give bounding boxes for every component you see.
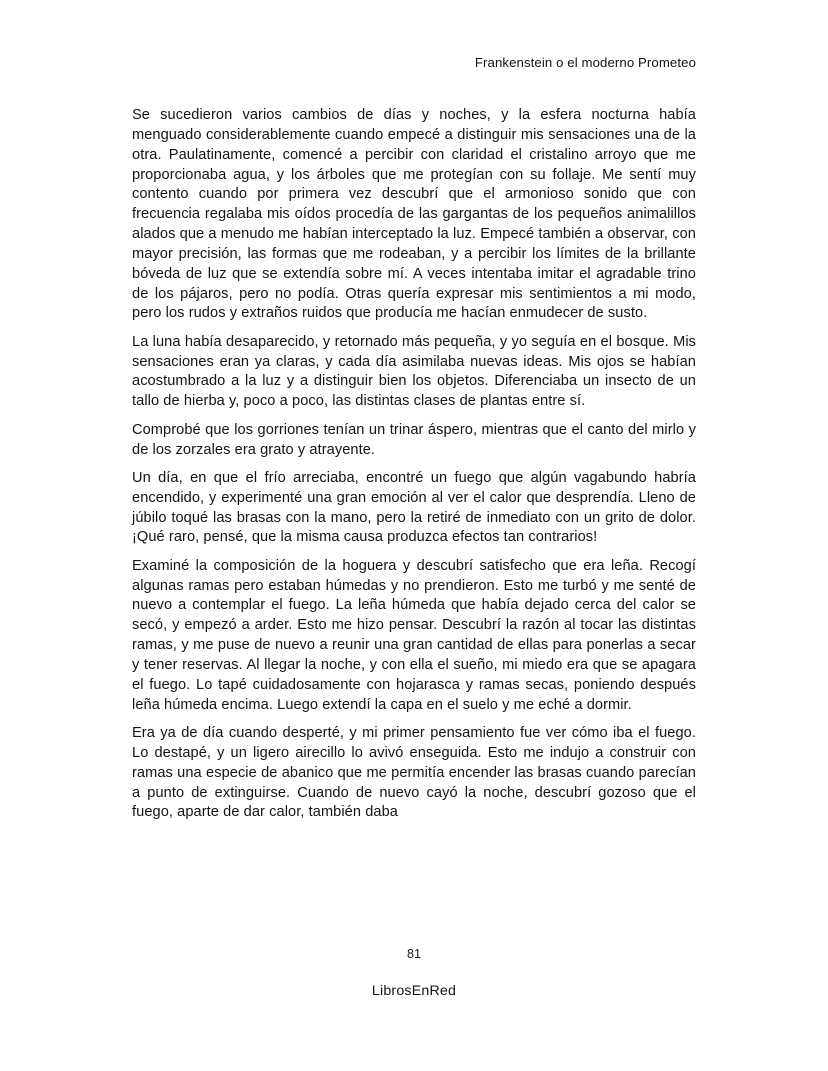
running-header: Frankenstein o el moderno Prometeo: [474, 55, 696, 70]
body-paragraph: Un día, en que el frío arreciaba, encontré un fuego que algún vagabundo habría encendido, y experimenté una gran emoción al ver el calor que desprendía. Lleno de júbilo toqué las brasas con la mano, pero la retiré de inmediato con un grito de dolor. ¡Qué raro, pensé, que la misma causa produzca efectos tan contrarios!: [132, 469, 696, 546]
body-text-block: [132, 106, 696, 823]
body-paragraph: Comprobé que los gorriones tenían un trinar áspero, mientras que el canto del mirlo y de los zorzales era grato y atrayente.: [132, 421, 696, 458]
body-paragraph: Se sucedieron varios cambios de días y noches, y la esfera nocturna había menguado considerablemente cuando empecé a distinguir mis sensaciones una de la otra. Paulatinamente, comencé a percibir con claridad el cristalino arroyo que me proporcionaba agua, y los árboles que me protegían con su follaje. Me sentí muy contento cuando por primera vez descubrí que el armonioso sonido que con frecuencia regalaba mis oídos procedía de las gargantas de los pequeños animalillos alados que a menudo me habían interceptado la luz. Empecé también a observar, con mayor precisión, las formas que me rodeaban, y a percibir los límites de la brillante bóveda de luz que se extendía sobre mí. A veces intentaba imitar el agradable trino de los pájaros, pero no podía. Otras quería expresar mis sentimientos a mi modo, pero los rudos y extraños ruidos que producía me hacían enmudecer de susto.: [132, 107, 696, 322]
page-number: 81: [406, 947, 421, 961]
body-paragraph: Examiné la composición de la hoguera y descubrí satisfecho que era leña. Recogí algunas ramas pero estaban húmedas y no prendieron. Esto me turbó y me senté de nuevo a contemplar el fuego. La leña húmeda que había dejado cerca del calor se secó, y empezó a arder. Esto me hizo pensar. Descubrí la razón al tocar las distintas ramas, y me puse de nuevo a reunir una gran cantidad de ellas para ponerlas a secar y tener reservas. Al llegar la noche, y con ella el sueño, mi miedo era que se apagara el fuego. Lo tapé cuidadosamente con hojarasca y ramas secas, poniendo después leña húmeda encima. Luego extendí la capa en el suelo y me eché a dormir.: [132, 557, 696, 713]
body-paragraph: Era ya de día cuando desperté, y mi primer pensamiento fue ver cómo iba el fuego. Lo destapé, y un ligero airecillo lo avivó enseguida. Esto me indujo a construir con ramas una especie de abanico que me permitía encender las brasas cuando parecían a punto de extinguirse. Cuando de nuevo cayó la noche, descubrí gozoso que el fuego, aparte de dar calor, también daba: [132, 724, 696, 821]
body-paragraph: La luna había desaparecido, y retornado más pequeña, y yo seguía en el bosque. Mis sensaciones eran ya claras, y cada día asimilaba nuevas ideas. Mis ojos se habían acostumbrado a la luz y a distinguir bien los objetos. Diferenciaba un insecto de un tallo de hierba y, poco a poco, las distintas clases de plantas entre sí.: [132, 333, 696, 410]
publisher-imprint: LibrosEnRed: [371, 983, 457, 999]
